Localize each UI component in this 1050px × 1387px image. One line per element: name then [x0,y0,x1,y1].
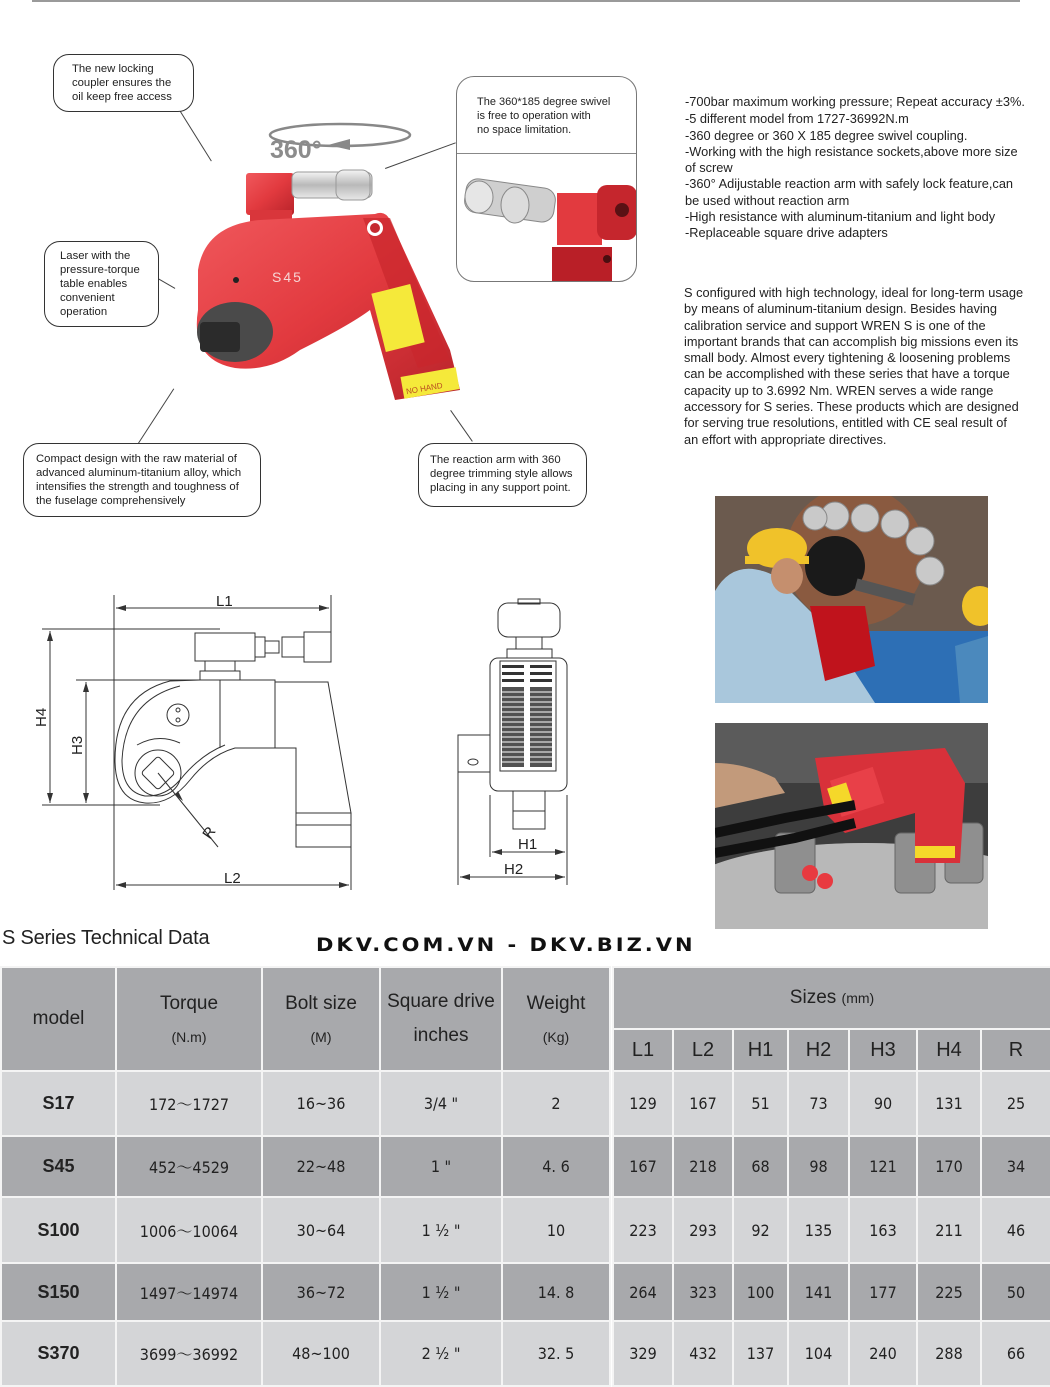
description-line: by means of aluminum-titanium design. Besides having [684,301,997,317]
cell-H1: 92 [733,1197,788,1263]
callout-text: oil keep free access [72,91,172,103]
cell-L2: 167 [673,1071,733,1136]
side-view-drawing [20,585,370,895]
callout-laser-table [44,241,159,327]
feature-item: be used without reaction arm [685,192,850,208]
cell-H4: 288 [917,1321,981,1386]
dim-label-H4: H4 [33,707,50,727]
table-row [1,1071,610,1136]
callout-text: Laser with the [60,250,131,262]
table-row [613,1263,1050,1321]
spec-table-main [0,966,611,1387]
description-line: important brands that can accomplish big missions even its [684,333,1019,349]
cell-L2: 218 [673,1136,733,1197]
description-line: S configured with high technology, ideal for long-term usage [684,285,1024,300]
cell-weight: 32. 5 [502,1321,610,1386]
photo-worker-using-wrench [715,496,988,703]
table-row [613,1197,1050,1263]
feature-list [685,94,1050,242]
cell-H1: 100 [733,1263,788,1321]
header-square-drive [380,967,502,1071]
header-label: model [32,1008,85,1029]
header-unit: (N.m) [171,1029,207,1045]
rotation-label: 360° [270,136,322,164]
cell-L1: 223 [613,1197,673,1263]
header-H4: H4 [917,1029,981,1071]
cell-R: 66 [981,1321,1050,1386]
header-unit: (Kg) [542,1029,570,1045]
cell-R: 34 [981,1136,1050,1197]
cell-model: S100 [1,1197,116,1263]
callout-text: placing in any support point. [430,482,571,494]
header-weight [502,967,610,1071]
product-image-torque-wrench [150,110,480,410]
cell-torque: 1006～10064 [116,1197,262,1263]
callout-text: degree trimming style allows [430,468,573,480]
model-marking: S45 [272,269,303,285]
feature-item: of screw [685,160,733,176]
swivel-caption [477,95,610,137]
cell-H1: 137 [733,1321,788,1386]
cell-torque: 452～4529 [116,1136,262,1197]
cell-H4: 170 [917,1136,981,1197]
callout-text: table enables [60,278,128,290]
header-label: Torque [159,993,219,1014]
spec-table-sizes [612,966,1050,1387]
description-line: accessory for S series. These products which are designed [684,399,1019,415]
cell-H3: 121 [849,1136,917,1197]
header-unit: inches [413,1025,469,1046]
cell-torque: 1497～14974 [116,1263,262,1321]
callout-text: is free to operation with [477,110,591,122]
header-unit: (mm) [841,990,875,1006]
dim-label-H3: H3 [69,735,86,755]
description-line: an effort with appropriate directives. [684,431,887,447]
cell-L1: 264 [613,1263,673,1321]
feature-item: -High resistance with aluminum-titanium and light body [685,209,996,225]
feature-item: -Working with the high resistance sockets,above more size [685,143,1018,159]
description-line: small body. Almost every tightening & loosening problems [684,350,1011,366]
cell-R: 46 [981,1197,1050,1263]
cell-torque: 172～1727 [116,1071,262,1136]
cell-weight: 2 [502,1071,610,1136]
header-R: R [981,1029,1050,1071]
callout-text: Compact design with the raw material of [36,453,237,465]
callout-text: intensifies the strength and toughness of [36,481,239,493]
callout-compact-design [23,443,261,517]
watermark-text: DKV.COM.VN - DKV.BIZ.VN [316,934,696,956]
dim-label-L2: L2 [224,870,241,887]
cell-L1: 329 [613,1321,673,1386]
cell-L2: 293 [673,1197,733,1263]
cell-H3: 163 [849,1197,917,1263]
callout-text: advanced aluminum-titanium alloy, which [36,467,242,479]
feature-item: -5 different model from 1727-36992N.m [685,111,909,127]
table-row [1,1321,610,1386]
description-line: calibration service and support WREN S is one of the [684,317,986,333]
feature-item: -360 degree or 360 X 185 degree swivel coupling. [685,127,968,143]
description-line: for serving true resolutions, entitled with CE seal result of [684,415,1007,431]
header-torque [116,967,262,1071]
cell-H4: 225 [917,1263,981,1321]
header-bolt-size [262,967,380,1071]
cell-square-drive: 1 ½ " [380,1263,502,1321]
callout-text: The new locking [72,63,154,75]
header-label: Sizes [789,987,837,1008]
cell-weight: 4. 6 [502,1136,610,1197]
table-row [1,1197,610,1263]
description-line: capacity up to 3.6992 Nm. WREN serves a wide range [684,382,994,398]
table-row [613,1321,1050,1386]
cell-H2: 73 [788,1071,849,1136]
cell-bolt-size: 30~64 [262,1197,380,1263]
header-H2: H2 [788,1029,849,1071]
front-view-drawing [440,595,600,885]
callout-text: no space limitation. [477,124,572,136]
cell-model: S150 [1,1263,116,1321]
table-row [613,1136,1050,1197]
header-unit: (M) [310,1029,332,1045]
table-row [1,1263,610,1321]
cell-H2: 98 [788,1136,849,1197]
cell-H2: 141 [788,1263,849,1321]
header-model [1,967,116,1071]
cell-model: S45 [1,1136,116,1197]
header-H1: H1 [733,1029,788,1071]
callout-text: pressure-torque [60,264,140,276]
swivel-detail-box [456,76,637,282]
divider [457,153,636,154]
cell-square-drive: 2 ½ " [380,1321,502,1386]
feature-item: -Replaceable square drive adapters [685,225,888,241]
cell-bolt-size: 16~36 [262,1071,380,1136]
callout-text: convenient [60,292,115,304]
cell-L2: 432 [673,1321,733,1386]
cell-H2: 104 [788,1321,849,1386]
cell-H4: 131 [917,1071,981,1136]
cell-H4: 211 [917,1197,981,1263]
cell-H2: 135 [788,1197,849,1263]
cell-square-drive: 1 " [380,1136,502,1197]
swivel-coupler-image [457,155,637,282]
header-label: Bolt size [285,993,357,1014]
cell-L2: 323 [673,1263,733,1321]
section-title: S Series Technical Data [2,927,210,949]
callout-text: operation [60,306,108,318]
cell-H1: 51 [733,1071,788,1136]
header-H3: H3 [849,1029,917,1071]
callout-reaction-arm [418,443,587,507]
photo-wrench-on-flange [715,723,988,929]
table-row [1,1136,610,1197]
cell-model: S17 [1,1071,116,1136]
cell-torque: 3699～36992 [116,1321,262,1386]
warning-label: NO HAND [405,380,444,397]
cell-L1: 167 [613,1136,673,1197]
header-L2: L2 [673,1029,733,1071]
cell-R: 50 [981,1263,1050,1321]
callout-text: coupler ensures the [72,77,172,89]
cell-H3: 90 [849,1071,917,1136]
description-line: can be accomplished with these series that have a torque [684,366,1010,382]
cell-bolt-size: 48~100 [262,1321,380,1386]
cell-H3: 240 [849,1321,917,1386]
callout-text: The reaction arm with 360 [430,454,561,466]
cell-bolt-size: 36~72 [262,1263,380,1321]
table-row [613,1071,1050,1136]
cell-weight: 14. 8 [502,1263,610,1321]
header-label: Weight [526,993,586,1014]
dim-label-R: R [199,823,220,843]
cell-R: 25 [981,1071,1050,1136]
callout-text: the fuselage comprehensively [36,495,186,507]
header-label: Square drive [387,991,495,1012]
cell-model: S370 [1,1321,116,1386]
dim-label-H1: H1 [518,836,538,853]
cell-square-drive: 1 ½ " [380,1197,502,1263]
cell-weight: 10 [502,1197,610,1263]
feature-item: -360° Adijustable reaction arm with safely lock feature,can [685,176,1014,192]
cell-bolt-size: 22~48 [262,1136,380,1197]
leader-line [450,410,473,442]
cell-H1: 68 [733,1136,788,1197]
cell-square-drive: 3/4 " [380,1071,502,1136]
callout-text: The 360*185 degree swivel [477,96,611,108]
header-L1: L1 [613,1029,673,1071]
dim-label-H2: H2 [504,861,524,878]
cell-L1: 129 [613,1071,673,1136]
dim-label-L1: L1 [216,593,233,610]
callout-locking-coupler [53,54,194,112]
cell-H3: 177 [849,1263,917,1321]
top-divider [32,0,1020,2]
product-description [684,285,1050,448]
feature-item: -700bar maximum working pressure; Repeat accuracy ±3%. [685,94,1025,109]
header-sizes [613,967,1050,1029]
